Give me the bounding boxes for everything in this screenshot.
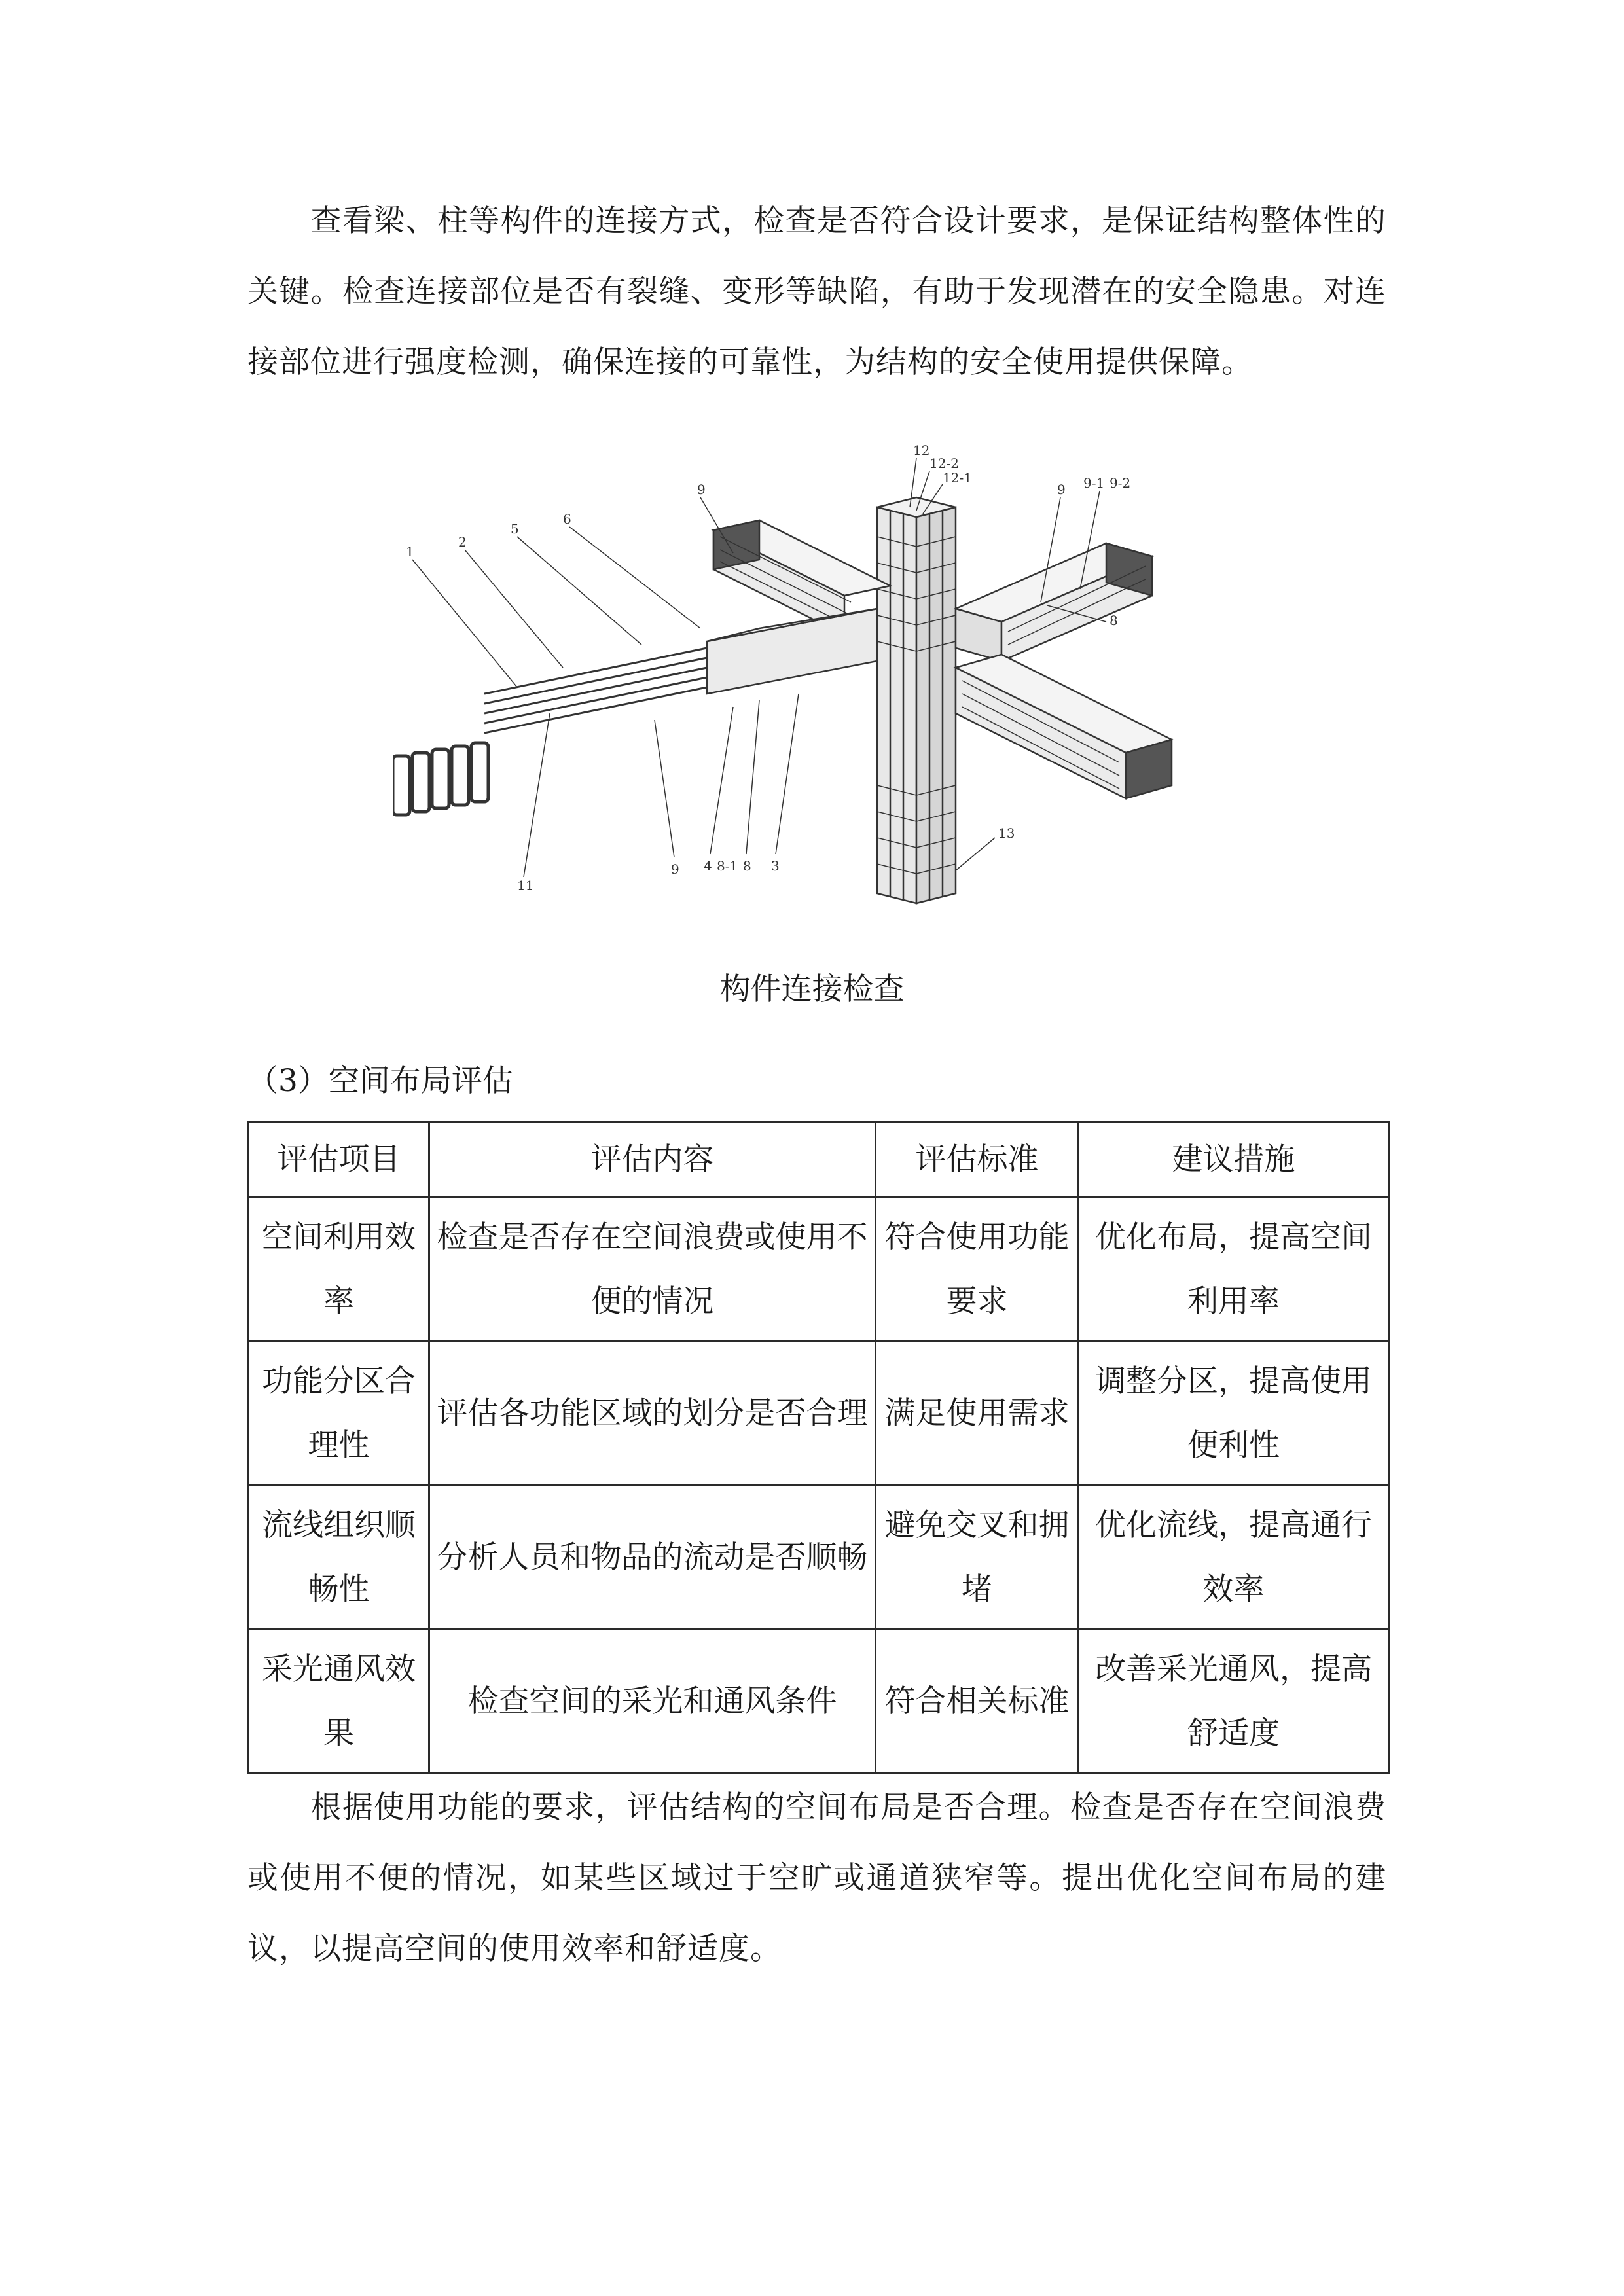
table-cell: 符合使用功能要求	[876, 1198, 1079, 1342]
figure-label: 12-1	[943, 470, 972, 486]
beam-lower-right	[956, 655, 1172, 798]
table-cell: 改善采光通风，提高舒适度	[1079, 1630, 1389, 1774]
figure-label: 2	[458, 534, 467, 550]
figure-label: 8	[1110, 613, 1118, 628]
table-cell: 检查空间的采光和通风条件	[429, 1630, 876, 1774]
figure-label: 11	[517, 878, 534, 893]
table-cell: 调整分区，提高使用便利性	[1079, 1342, 1389, 1486]
table-cell: 功能分区合理性	[249, 1342, 429, 1486]
figure-label: 9-2	[1110, 475, 1131, 491]
table-cell: 检查是否存在空间浪费或使用不便的情况	[429, 1198, 876, 1342]
beam-upper-right	[956, 543, 1152, 661]
table-row	[249, 1630, 1389, 1774]
table-cell: 采光通风效果	[249, 1630, 429, 1774]
component-connection-figure	[393, 445, 1244, 962]
figure-label: 5	[511, 521, 519, 537]
figure-label: 13	[998, 825, 1015, 841]
figure-label: 9	[1057, 482, 1066, 497]
table-row	[249, 1486, 1389, 1630]
figure-label: 12	[913, 445, 930, 458]
figure-caption: 构件连接检查	[719, 971, 905, 1007]
figure-label: 9	[697, 482, 706, 497]
table-header-cell: 建议措施	[1079, 1122, 1389, 1198]
figure-label: 3	[771, 858, 780, 874]
table-cell: 避免交叉和拥堵	[876, 1486, 1079, 1630]
table-row	[249, 1198, 1389, 1342]
table-cell: 空间利用效率	[249, 1198, 429, 1342]
table-cell: 符合相关标准	[876, 1630, 1079, 1774]
table-cell: 满足使用需求	[876, 1342, 1079, 1486]
paragraph-layout-evaluation	[247, 1772, 1386, 1984]
figure-label: 12-2	[929, 456, 959, 471]
table-header-cell: 评估内容	[429, 1122, 876, 1198]
paragraph-connection-check	[247, 186, 1386, 398]
paragraph-text: 根据使用功能的要求，评估结构的空间布局是否合理。检查是否存在空间浪费或使用不便的情况，如某些区域过于空旷或通道狭窄等。提出优化空间布局的建议，以提高空间的使用效率和舒适度。	[247, 1789, 1386, 1967]
table-cell: 优化流线，提高通行效率	[1079, 1486, 1389, 1630]
table-cell: 评估各功能区域的划分是否合理	[429, 1342, 876, 1486]
evaluation-table	[247, 1121, 1390, 1774]
table-cell: 分析人员和物品的流动是否顺畅	[429, 1486, 876, 1630]
figure-label: 9-1	[1083, 475, 1105, 491]
column	[877, 497, 956, 903]
figure-label: 6	[563, 511, 571, 527]
figure-label: 8-1	[717, 858, 738, 874]
table-row	[249, 1342, 1389, 1486]
table-cell: 流线组织顺畅性	[249, 1486, 429, 1630]
section-heading: （3）空间布局评估	[247, 1063, 513, 1099]
table-cell: 优化布局，提高空间利用率	[1079, 1198, 1389, 1342]
table-header-row	[249, 1122, 1389, 1198]
figure-label: 8	[743, 858, 751, 874]
table-header-cell: 评估项目	[249, 1122, 429, 1198]
figure-label: 9	[671, 861, 679, 877]
paragraph-text: 查看梁、柱等构件的连接方式，检查是否符合设计要求，是保证结构整体性的关键。检查连接部位是否有裂缝、变形等缺陷，有助于发现潜在的安全隐患。对连接部位进行强度检测，确保连接的可靠性，为结构的安全使用提供保障。	[247, 203, 1386, 380]
table-header-cell: 评估标准	[876, 1122, 1079, 1198]
figure-label: 4	[704, 858, 712, 874]
figure-label: 1	[406, 544, 414, 560]
